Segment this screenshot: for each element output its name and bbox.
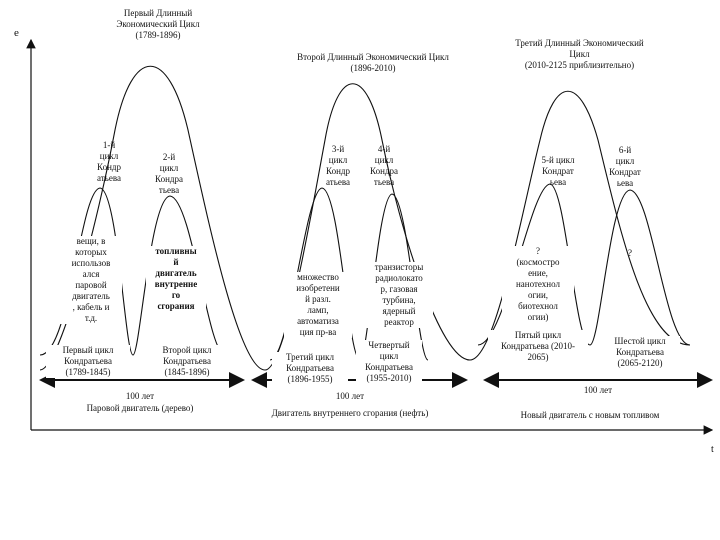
period-technology-1: Паровой двигатель (дерево) — [86, 403, 194, 413]
period-technology-2: Двигатель внутреннего сгорания (нефть) — [271, 408, 429, 418]
innovations-6: ? — [628, 248, 632, 258]
innovations-1: вещи, в которых использов ался паровой двигатель , кабель и т.д. — [60, 236, 122, 324]
innovations-2: топливны й двигатель внутренне го сгорания — [146, 246, 206, 312]
period-technology-3: Новый двигатель с новым топливом — [520, 410, 660, 420]
x-axis-label: t — [711, 444, 714, 455]
long-wave-1 — [40, 66, 265, 370]
period-years-1: 100 лет — [125, 391, 155, 401]
period-years-3: 100 лет — [583, 385, 613, 395]
kondratiev-label-2: 2-й цикл Кондра тьева — [155, 152, 183, 195]
cycle-name-4: Четвертый цикл Кондратьева (1955-2010) — [356, 340, 422, 384]
cycle-name-6: Шестой цикл Кондратьева (2065-2120) — [600, 336, 680, 369]
period-years-2: 100 лет — [335, 391, 365, 401]
kondratiev-label-4: 4-й цикл Кондра тьева — [370, 144, 398, 187]
cycle-name-5: Пятый цикл Кондратьева (2010- 2065) — [488, 330, 588, 363]
innovations-4: транзисторы радиолокато р, газовая турбина, ядерный реактор — [365, 262, 433, 328]
long-cycle-title-3: Третий Длинный Экономический Цикл (2010-2125 приблизительно) — [492, 38, 667, 71]
cycle-name-3: Третий цикл Кондратьева (1896-1955) — [272, 352, 348, 385]
long-cycle-title-1: Первый Длинный Экономический Цикл (1789-1896) — [88, 8, 228, 41]
innovations-3: множество изобретени й разл. ламп, автоматиза ция пр-ва — [284, 272, 352, 338]
cycle-name-1: Первый цикл Кондратьева (1789-1845) — [46, 345, 130, 378]
kondratiev-label-6: 6-й цикл Кондрат ьева — [609, 145, 641, 188]
cycle-name-2: Второй цикл Кондратьева (1845-1896) — [146, 345, 228, 378]
kondratiev-wave-6 — [590, 190, 690, 345]
y-axis-label: е — [14, 27, 19, 39]
kondratiev-label-1: 1-й цикл Кондр атьева — [97, 140, 121, 183]
long-cycle-title-2: Второй Длинный Экономический Цикл (1896-2010) — [268, 52, 478, 74]
kondratiev-label-3: 3-й цикл Кондр атьева — [326, 144, 350, 187]
innovations-5: ? (космостро ение, нанотехнол огии, биотехнол огии) — [502, 246, 574, 323]
kondratiev-label-5: 5-й цикл Кондрат ьева — [541, 155, 575, 187]
